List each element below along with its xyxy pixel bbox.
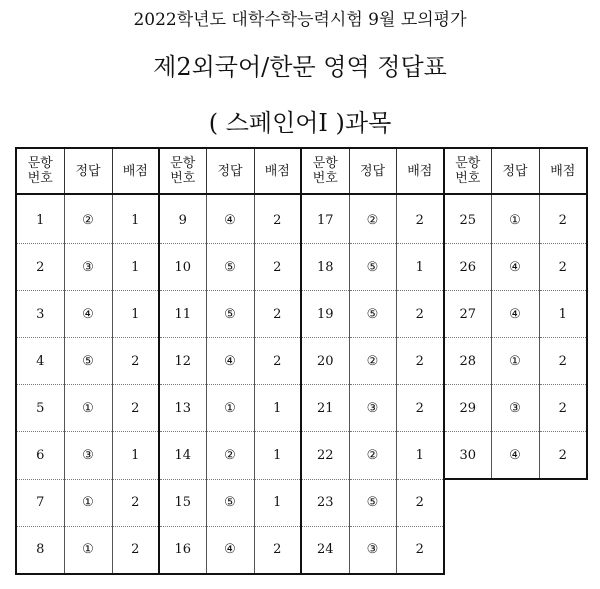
answer-cell: ① — [64, 526, 112, 574]
points-cell: 2 — [539, 194, 587, 244]
table-row — [16, 432, 587, 480]
header-question-number: 문항 번호 — [159, 148, 206, 194]
answer-cell: ⑤ — [349, 244, 396, 291]
question-number-cell: 13 — [159, 385, 206, 432]
answer-cell: ① — [64, 479, 112, 526]
points-cell: 2 — [112, 526, 159, 574]
exam-title: 2022학년도 대학수학능력시험 9월 모의평가 — [133, 10, 467, 30]
question-number-cell: 11 — [159, 291, 206, 338]
points-cell: 1 — [254, 432, 301, 480]
answer-cell: ③ — [349, 526, 396, 574]
points-cell: 2 — [254, 526, 301, 574]
answer-cell: ⑤ — [349, 479, 396, 526]
table-row — [16, 244, 587, 291]
answer-cell: ③ — [349, 385, 396, 432]
points-cell: 1 — [112, 244, 159, 291]
question-number-cell: 15 — [159, 479, 206, 526]
answer-cell: ③ — [491, 385, 539, 432]
header-question-number: 문항 번호 — [444, 148, 491, 194]
subject-title: ( 스페인어Ⅰ )과목 — [208, 109, 392, 137]
points-cell: 2 — [396, 194, 444, 244]
answer-cell: ④ — [491, 244, 539, 291]
question-number-cell: 30 — [444, 432, 491, 480]
answer-cell: ② — [349, 194, 396, 244]
points-cell: 1 — [396, 432, 444, 480]
answer-key-table — [15, 147, 588, 575]
question-number-cell: 3 — [16, 291, 64, 338]
answer-cell: ① — [64, 385, 112, 432]
empty-area — [444, 479, 587, 574]
answer-cell: ① — [491, 194, 539, 244]
question-number-cell: 23 — [301, 479, 349, 526]
points-cell: 2 — [112, 479, 159, 526]
points-cell: 2 — [112, 385, 159, 432]
points-cell: 1 — [539, 291, 587, 338]
question-number-cell: 1 — [16, 194, 64, 244]
question-number-cell: 14 — [159, 432, 206, 480]
points-cell: 2 — [396, 385, 444, 432]
question-number-cell: 20 — [301, 338, 349, 385]
points-cell: 2 — [396, 338, 444, 385]
answer-cell: ① — [491, 338, 539, 385]
table-row — [16, 194, 587, 244]
question-number-cell: 29 — [444, 385, 491, 432]
answer-cell: ② — [349, 338, 396, 385]
table-row — [16, 479, 587, 526]
points-cell: 2 — [254, 244, 301, 291]
answer-cell: ② — [349, 432, 396, 480]
header-question-number: 문항 번호 — [16, 148, 64, 194]
question-number-cell: 6 — [16, 432, 64, 480]
answer-cell: ⑤ — [206, 244, 254, 291]
header-answer: 정답 — [206, 148, 254, 194]
answer-cell: ② — [206, 432, 254, 480]
answer-cell: ② — [64, 194, 112, 244]
header-answer: 정답 — [64, 148, 112, 194]
question-number-cell: 28 — [444, 338, 491, 385]
points-cell: 2 — [254, 291, 301, 338]
question-number-cell: 5 — [16, 385, 64, 432]
question-number-cell: 10 — [159, 244, 206, 291]
points-cell: 1 — [112, 194, 159, 244]
header-points: 배점 — [396, 148, 444, 194]
header-answer: 정답 — [349, 148, 396, 194]
points-cell: 2 — [539, 244, 587, 291]
question-number-cell: 4 — [16, 338, 64, 385]
points-cell: 2 — [539, 338, 587, 385]
question-number-cell: 7 — [16, 479, 64, 526]
header-question-number: 문항 번호 — [301, 148, 349, 194]
question-number-cell: 2 — [16, 244, 64, 291]
question-number-cell: 24 — [301, 526, 349, 574]
points-cell: 2 — [254, 338, 301, 385]
points-cell: 2 — [396, 526, 444, 574]
answer-cell: ④ — [491, 432, 539, 480]
question-number-cell: 25 — [444, 194, 491, 244]
answer-cell: ④ — [206, 526, 254, 574]
answer-cell: ⑤ — [206, 291, 254, 338]
answer-cell: ⑤ — [206, 479, 254, 526]
answer-cell: ⑤ — [349, 291, 396, 338]
answer-cell: ④ — [491, 291, 539, 338]
answer-cell: ③ — [64, 432, 112, 480]
points-cell: 2 — [539, 385, 587, 432]
points-cell: 2 — [396, 291, 444, 338]
question-number-cell: 27 — [444, 291, 491, 338]
answer-cell: ④ — [206, 194, 254, 244]
question-number-cell: 18 — [301, 244, 349, 291]
points-cell: 2 — [254, 194, 301, 244]
table-header-row — [16, 148, 587, 194]
question-number-cell: 22 — [301, 432, 349, 480]
points-cell: 1 — [112, 291, 159, 338]
points-cell: 2 — [112, 338, 159, 385]
header-points: 배점 — [254, 148, 301, 194]
section-title: 제2외국어/한문 영역 정답표 — [153, 53, 447, 81]
answer-cell: ③ — [64, 244, 112, 291]
table-row — [16, 291, 587, 338]
answer-cell: ④ — [206, 338, 254, 385]
answer-cell: ④ — [64, 291, 112, 338]
question-number-cell: 26 — [444, 244, 491, 291]
points-cell: 1 — [112, 432, 159, 480]
question-number-cell: 16 — [159, 526, 206, 574]
points-cell: 1 — [254, 479, 301, 526]
question-number-cell: 21 — [301, 385, 349, 432]
points-cell: 2 — [396, 479, 444, 526]
question-number-cell: 8 — [16, 526, 64, 574]
question-number-cell: 17 — [301, 194, 349, 244]
header-answer: 정답 — [491, 148, 539, 194]
points-cell: 2 — [539, 432, 587, 480]
points-cell: 1 — [396, 244, 444, 291]
table-row — [16, 385, 587, 432]
question-number-cell: 9 — [159, 194, 206, 244]
answer-cell: ⑤ — [64, 338, 112, 385]
header-points: 배점 — [112, 148, 159, 194]
table-row — [16, 338, 587, 385]
header-points: 배점 — [539, 148, 587, 194]
answer-cell: ① — [206, 385, 254, 432]
points-cell: 1 — [254, 385, 301, 432]
question-number-cell: 19 — [301, 291, 349, 338]
question-number-cell: 12 — [159, 338, 206, 385]
